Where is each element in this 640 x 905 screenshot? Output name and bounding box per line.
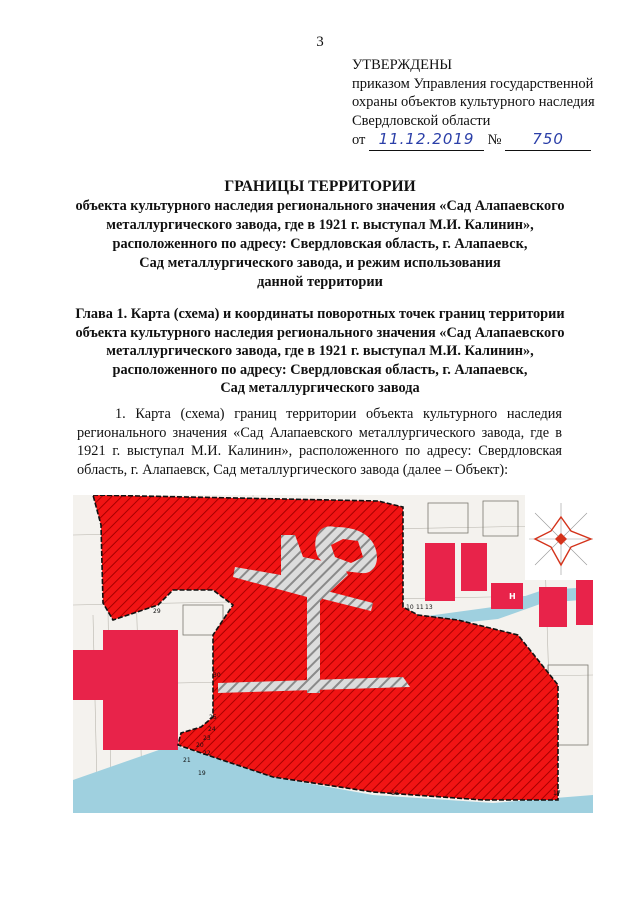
point-label: 19 [198, 770, 206, 777]
territory-map [73, 495, 593, 813]
point-label: 21 [183, 757, 191, 764]
point-label: 22 [203, 750, 211, 757]
chapter-line-3: металлургического завода, где в 1921 г. выступал М.И. Калинин», [106, 343, 534, 359]
approval-line-2: охраны объектов культурного наследия [352, 94, 595, 110]
point-label: 11 [416, 604, 424, 611]
approval-line-3: Свердловской области [352, 112, 491, 129]
point-label: 29 [153, 608, 161, 615]
document-title [60, 177, 580, 292]
building [539, 587, 567, 627]
point-label: 10 [406, 604, 414, 611]
building-letter: Н [509, 592, 516, 601]
point-label: 13 [425, 604, 433, 611]
title-line-2: металлургического завода, где в 1921 г. выступал М.И. Калинин», [106, 217, 534, 233]
point-label: 30 [213, 672, 221, 679]
point-label: 23 [203, 735, 211, 742]
date-value: 11.12.2019 [378, 130, 475, 148]
point-label: 17 [553, 790, 561, 797]
building [103, 630, 178, 750]
number-prefix: № [487, 132, 502, 148]
chapter-heading [60, 305, 580, 398]
approval-date-row [352, 130, 595, 151]
chapter-line-5: Сад металлургического завода [220, 380, 420, 396]
building [491, 583, 523, 609]
chapter-line-1: Глава 1. Карта (схема) и координаты поворотных точек границ территории [75, 306, 565, 322]
chapter-line-4: расположенного по адресу: Свердловская область, г. Алапаевск, [112, 361, 528, 378]
title-line-5: данной территории [257, 274, 383, 290]
title-line-4: Сад металлургического завода, и режим использования [139, 255, 501, 271]
point-label: 20 [196, 742, 204, 749]
title-line-3: расположенного по адресу: Свердловская область, г. Алапаевск, [112, 236, 528, 252]
point-label: 24 [208, 726, 216, 733]
title-main: ГРАНИЦЫ ТЕРРИТОРИИ [224, 178, 416, 195]
building [461, 543, 487, 591]
approval-block [352, 56, 595, 151]
point-label: 25 [209, 714, 217, 721]
date-prefix: от [352, 132, 366, 148]
territory-map-svg [73, 495, 593, 813]
page-number: 3 [316, 34, 324, 50]
title-line-1: объекта культурного наследия регионального значения «Сад Алапаевского [75, 198, 565, 214]
point-label: 16 [391, 790, 399, 797]
building [576, 575, 593, 625]
building [425, 543, 455, 601]
number-value: 750 [532, 130, 564, 148]
paragraph-1: 1. Карта (схема) границ территории объекта культурного наследия регионального значения «Сад Алапаевского металлургического завода, где в 1921 г. выступал М.И. Калинин», расположенного по адресу: Свердловская область, г. Алапаевск, Сад металлургического завода (далее – Объект): [77, 406, 562, 478]
approval-line-1: приказом Управления государственной [352, 75, 594, 92]
building [73, 650, 103, 700]
wind-rose [525, 495, 593, 580]
chapter-line-2: объекта культурного наследия регионального значения «Сад Алапаевского [75, 324, 565, 341]
approval-heading: УТВЕРЖДЕНЫ [352, 57, 453, 73]
